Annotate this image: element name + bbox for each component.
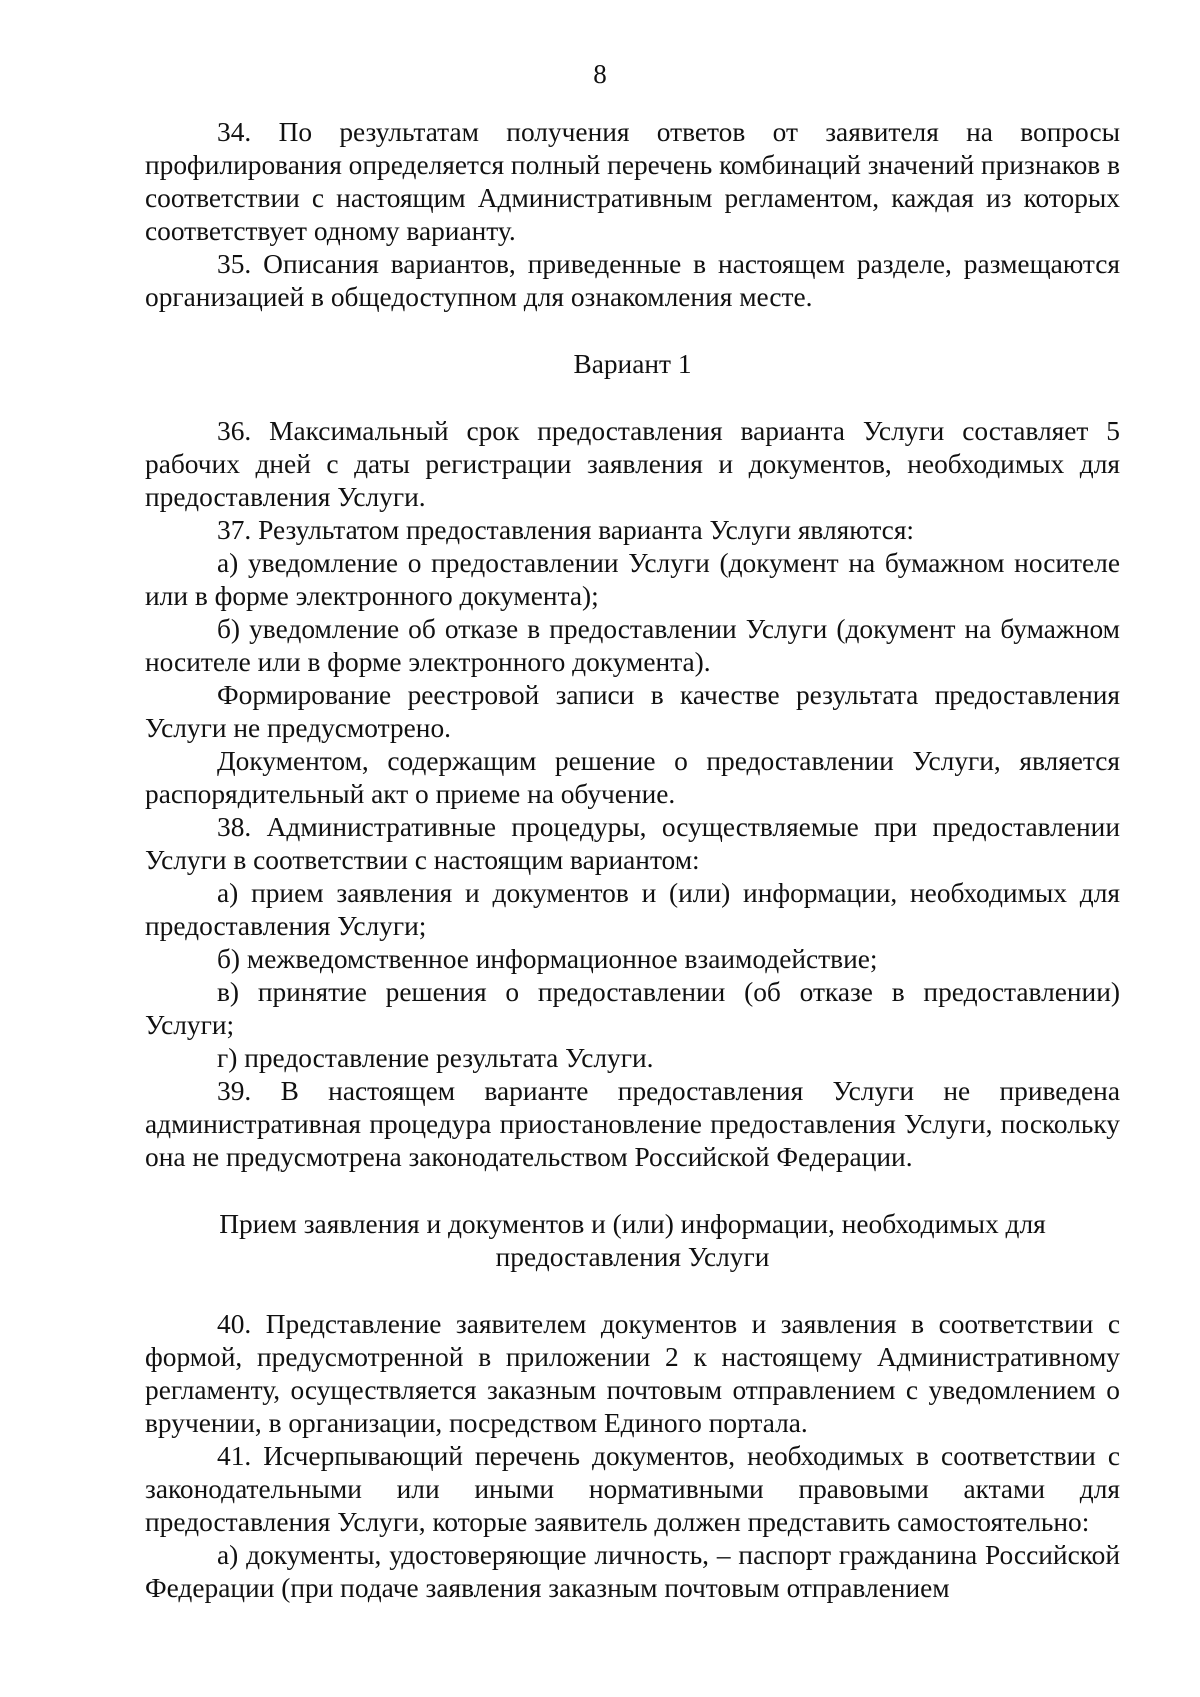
paragraph-38-b: б) межведомственное информационное взаимодействие; [217,944,878,974]
paragraph-35: 35. Описания вариантов, приведенные в настоящем разделе, размещаются организацией в общедоступном для ознакомления месте. [145,249,1120,312]
paragraph-38: 38. Административные процедуры, осуществляемые при предоставлении Услуги в соответствии с настоящим вариантом: [145,812,1120,875]
paragraph-37-b: б) уведомление об отказе в предоставлении Услуги (документ на бумажном носителе или в форме электронного документа). [145,614,1120,677]
paragraph-36: 36. Максимальный срок предоставления варианта Услуги составляет 5 рабочих дней с даты регистрации заявления и документов, необходимых для предоставления Услуги. [145,416,1120,512]
paragraph-41: 41. Исчерпывающий перечень документов, необходимых в соответствии с законодательными или иными нормативными правовыми актами для предоставления Услуги, которые заявитель должен представить самостоятельно: [145,1441,1120,1537]
paragraph-34: 34. По результатам получения ответов от заявителя на вопросы профилирования определяется полный перечень комбинаций значений признаков в соответствии с настоящим Административным регламентом, каждая из которых соответствует одному варианту. [145,117,1121,246]
paragraph-decision-document: Документом, содержащим решение о предоставлении Услуги, является распорядительный акт о приеме на обучение. [145,746,1120,809]
heading-application-intake: Прием заявления и документов и (или) информации, необходимых для предоставления Услуги [219,1209,1046,1272]
paragraph-38-v: в) принятие решения о предоставлении (об отказе в предоставлении) Услуги; [145,977,1120,1040]
paragraph-39: 39. В настоящем варианте предоставления Услуги не приведена административная процедура приостановление предоставления Услуги, поскольку она не предусмотрена законодательством Российской Федерации. [145,1076,1120,1172]
paragraph-38-a: а) прием заявления и документов и (или) информации, необходимых для предоставления Услуги; [145,878,1120,941]
document-body [145,116,1120,1605]
paragraph-registry-record: Формирование реестровой записи в качестве результата предоставления Услуги не предусмотрено. [145,680,1120,743]
paragraph-41-a: а) документы, удостоверяющие личность, – паспорт гражданина Российской Федерации (при подаче заявления заказным почтовым отправлением [145,1540,1120,1603]
paragraph-38-g: г) предоставление результата Услуги. [217,1043,654,1073]
paragraph-37: 37. Результатом предоставления варианта Услуги являются: [217,515,915,545]
paragraph-37-a: а) уведомление о предоставлении Услуги (документ на бумажном носителе или в форме электронного документа); [145,548,1120,611]
page-number: 8 [593,59,607,89]
heading-variant-1: Вариант 1 [573,349,692,379]
paragraph-40: 40. Представление заявителем документов и заявления в соответствии с формой, предусмотренной в приложении 2 к настоящему Административному регламенту, осуществляется заказным почтовым отправлением с уведомлением о вручении, в организации, посредством Единого портала. [145,1309,1120,1438]
